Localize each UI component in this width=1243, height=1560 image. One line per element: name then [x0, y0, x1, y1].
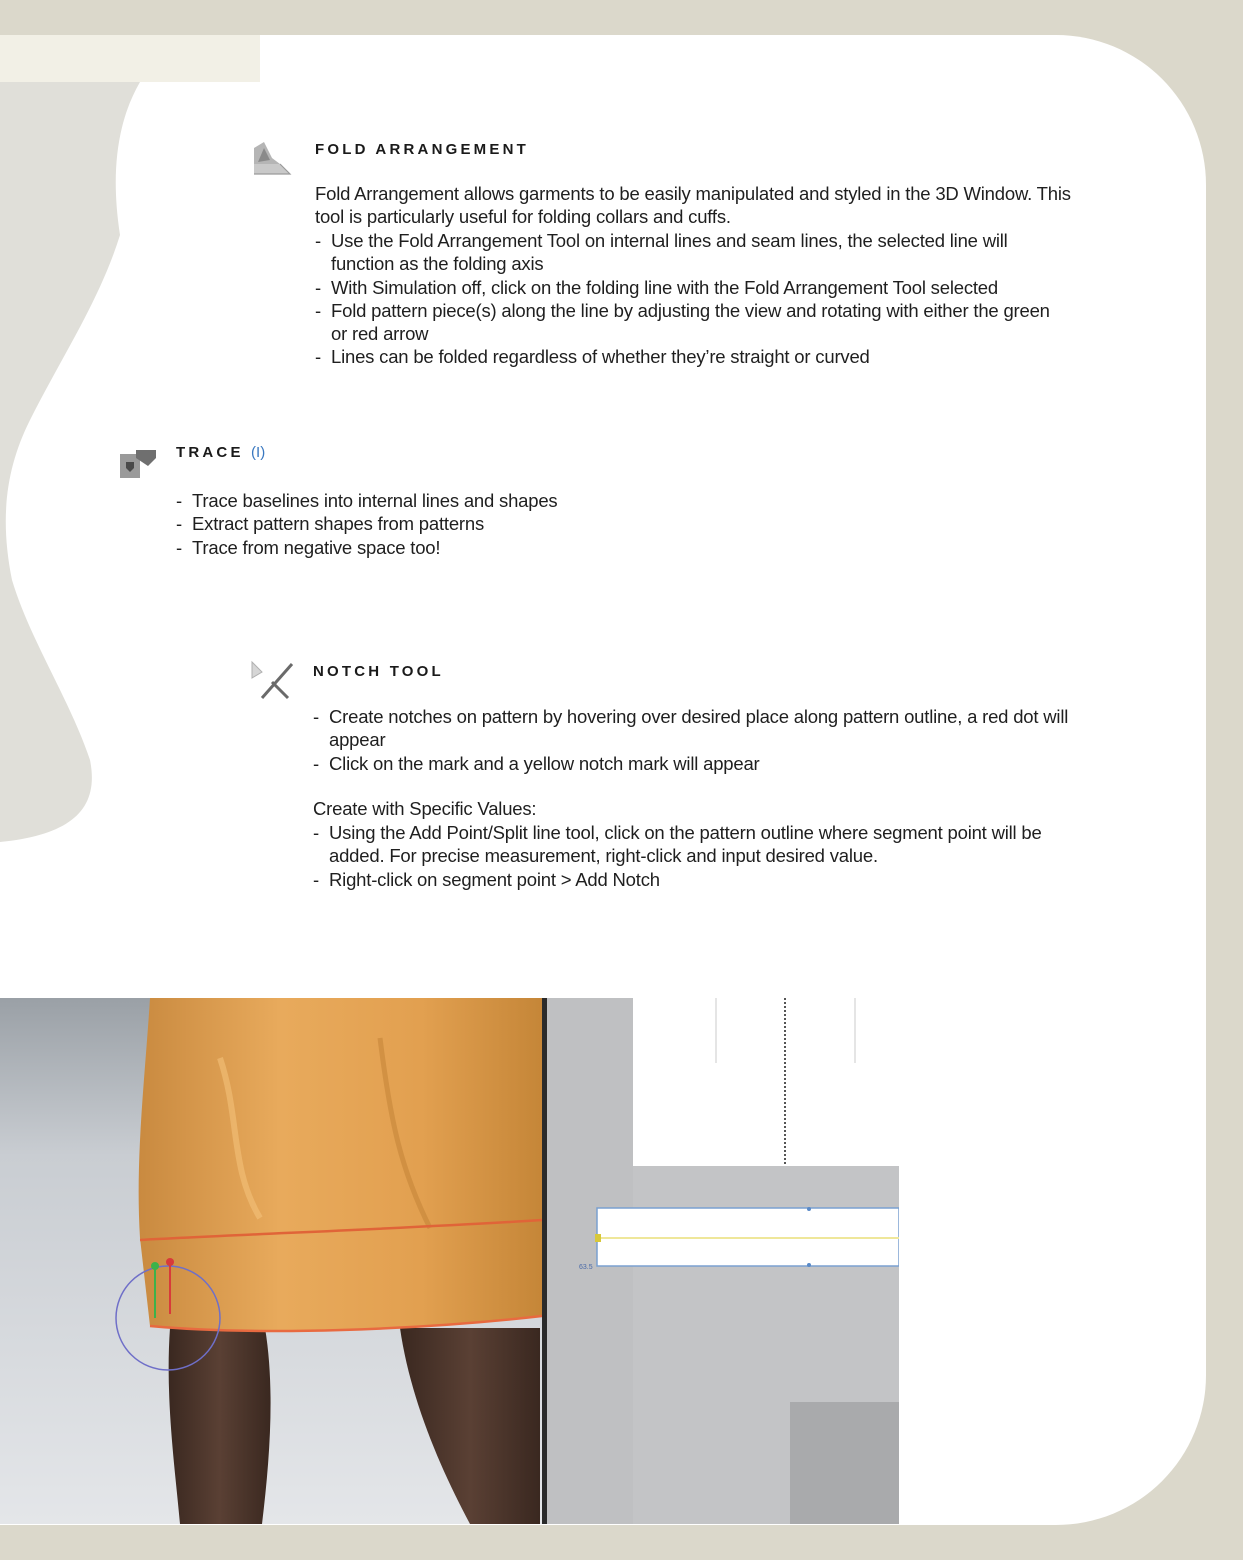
trace-title: TRACE: [176, 444, 244, 461]
pattern-length-label: 63.5: [579, 1264, 593, 1271]
fold-arrangement-heading: FOLD ARRANGEMENT: [315, 141, 529, 158]
trace-icon: [118, 448, 158, 480]
list-item: - Trace from negative space too!: [176, 536, 676, 559]
garment-3d-render: [0, 998, 542, 1524]
list-item: - Use the Fold Arrangement Tool on internal lines and seam lines, the selected line will function as the folding axis: [315, 229, 1055, 276]
specific-values-heading: Create with Specific Values:: [313, 798, 537, 819]
garment-3d-screenshot: [0, 998, 542, 1524]
specific-values-list: [313, 821, 1083, 891]
fold-arrangement-list: [315, 229, 1055, 369]
notch-tool-heading: NOTCH TOOL: [313, 663, 444, 680]
trace-list: [176, 489, 676, 559]
list-item: - Click on the mark and a yellow notch mark will appear: [313, 752, 1083, 775]
list-item: - Extract pattern shapes from patterns: [176, 512, 676, 535]
fold-arrangement-intro: Fold Arrangement allows garments to be easily manipulated and styled in the 3D Window. This tool is particularly useful for folding collars and cuffs.: [315, 183, 1071, 228]
pattern-2d-screenshot: [547, 998, 899, 1524]
trace-hotkey: (I): [251, 444, 266, 461]
list-item: - Fold pattern piece(s) along the line by adjusting the view and rotating with either the green or red arrow: [315, 299, 1055, 346]
list-item: - Using the Add Point/Split line tool, click on the pattern outline where segment point will be added. For precise measurement, right-click and input desired value.: [313, 821, 1083, 868]
notch-tool-list: [313, 705, 1083, 775]
list-item: - With Simulation off, click on the folding line with the Fold Arrangement Tool selected: [315, 276, 1055, 299]
pattern-2d-render: [547, 998, 899, 1524]
notch-tool-icon: [250, 660, 296, 702]
list-item: - Lines can be folded regardless of whether they’re straight or curved: [315, 345, 1055, 368]
list-item: - Right-click on segment point > Add Notch: [313, 868, 1083, 891]
decorative-blob: [0, 0, 160, 860]
trace-heading: [176, 444, 265, 461]
list-item: - Create notches on pattern by hovering over desired place along pattern outline, a red dot will appear: [313, 705, 1083, 752]
fold-arrangement-icon: [250, 140, 292, 178]
list-item: - Trace baselines into internal lines and shapes: [176, 489, 676, 512]
